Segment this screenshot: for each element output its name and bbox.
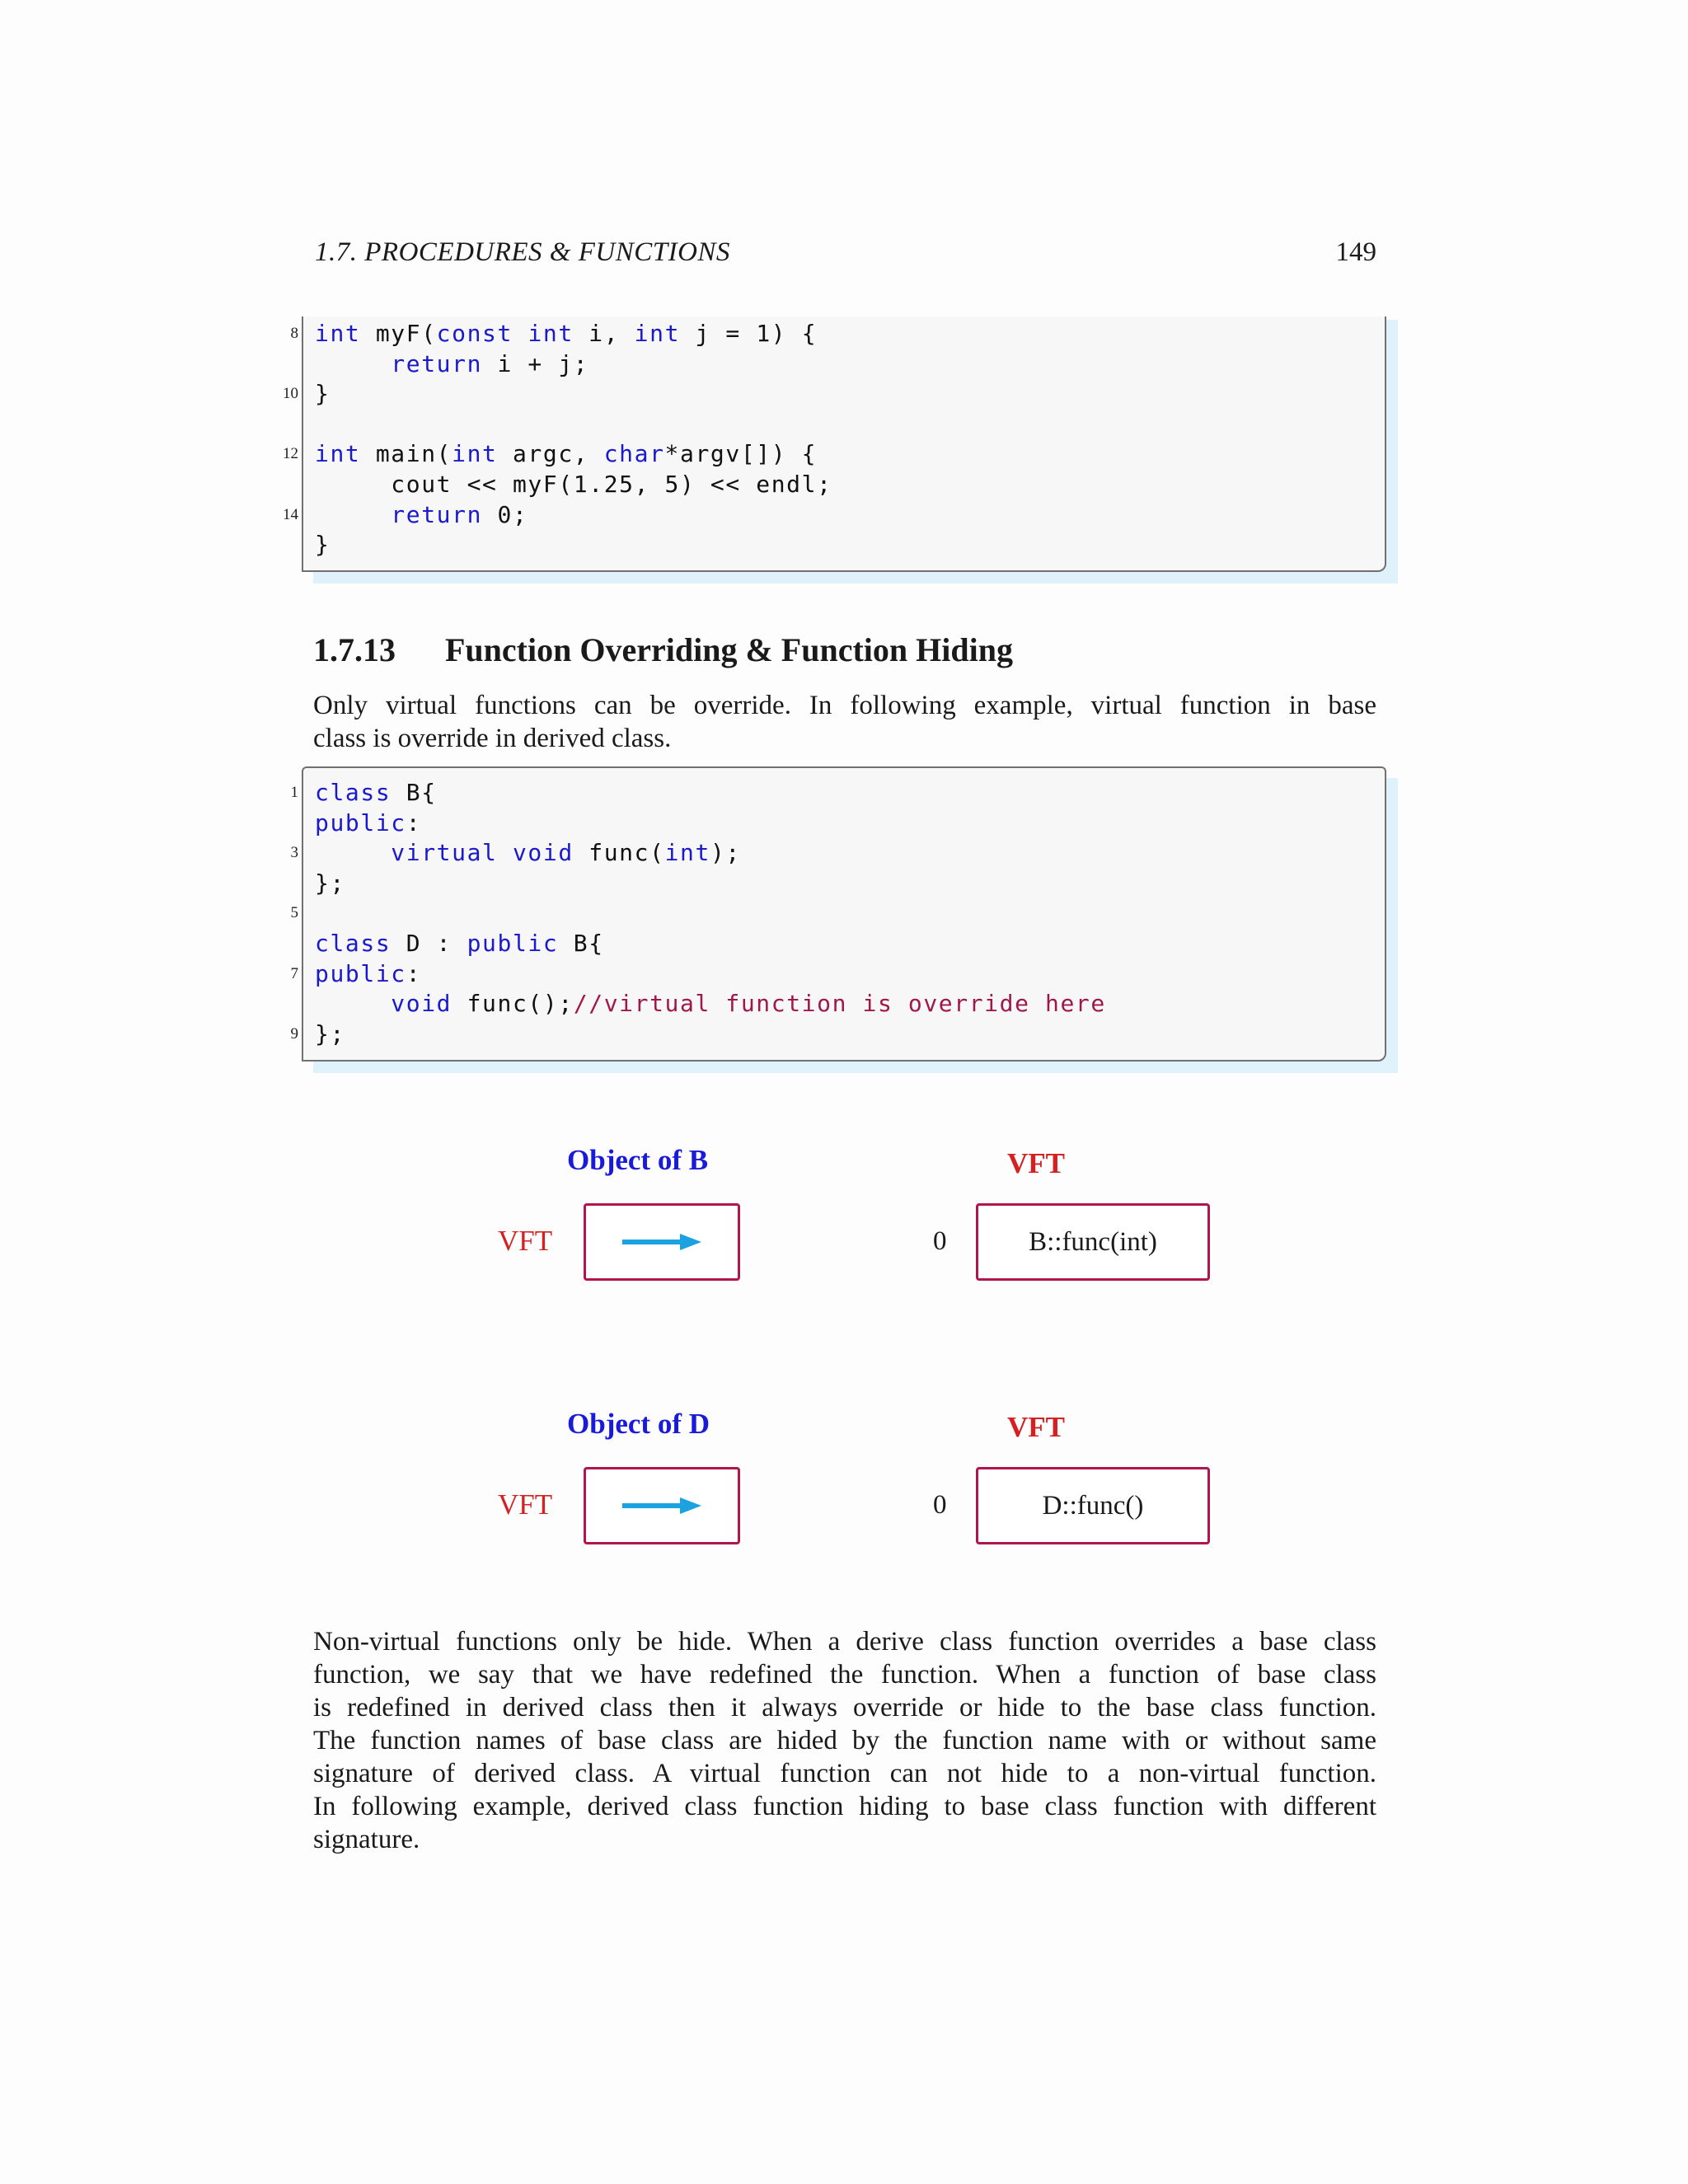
code-line — [315, 318, 817, 349]
code-line — [315, 928, 604, 958]
code-text: }; — [315, 869, 345, 897]
line-number — [265, 868, 298, 898]
object-d-title: Object of D — [567, 1408, 710, 1440]
code-text — [315, 839, 391, 866]
code-line — [315, 529, 330, 560]
line-number: 3 — [290, 844, 298, 862]
code-keyword: int — [315, 320, 361, 347]
code-line — [315, 837, 741, 868]
paragraph-line: signature. — [313, 1825, 420, 1854]
line-number — [265, 808, 298, 838]
page-number: 149 — [1335, 237, 1376, 267]
code-comment: //virtual function is override here — [573, 990, 1106, 1018]
code-keyword: return — [391, 500, 483, 528]
code-line — [315, 958, 421, 989]
paragraph-line: signature of derived class. A virtual function can not hide to a non-virtual function. — [313, 1759, 1376, 1788]
line-number: 7 — [290, 964, 298, 982]
code-text — [513, 320, 528, 347]
object-d-vft-table-title: VFT — [1007, 1411, 1065, 1443]
line-number — [265, 349, 298, 379]
object-d-vft-entry-box — [976, 1467, 1210, 1544]
line-number: 12 — [283, 445, 298, 463]
code-text: func(); — [452, 990, 574, 1018]
object-d-vft-entry: D::func() — [1042, 1490, 1144, 1521]
code-text: : — [406, 808, 422, 837]
code-text — [498, 839, 513, 866]
code-text: B{ — [558, 930, 604, 957]
code-text — [315, 501, 391, 528]
arrow-head — [680, 1497, 701, 1514]
paragraph-line: The function names of base class are hided by the function name with or without same — [313, 1726, 1376, 1755]
object-b-vptr-box — [584, 1203, 740, 1281]
object-b-title: Object of B — [567, 1144, 709, 1176]
code-line — [315, 808, 421, 838]
code-keyword: public — [467, 930, 559, 957]
code-keyword: return — [391, 349, 483, 377]
line-number: 14 — [283, 505, 298, 523]
code-line — [315, 988, 1106, 1019]
code-keyword: int — [315, 440, 361, 468]
section-title: Function Overriding & Function Hiding — [445, 631, 1013, 668]
code-line — [315, 777, 437, 808]
code-text: myF( — [360, 320, 437, 347]
code-text — [315, 990, 391, 1017]
code-line — [315, 378, 330, 409]
arrow-right-icon — [621, 1232, 703, 1252]
line-number — [265, 469, 298, 499]
intro-paragraph — [313, 689, 1376, 755]
code-keyword: int — [528, 320, 574, 347]
object-b-vft-entry-box — [976, 1203, 1210, 1281]
code-line — [315, 438, 817, 469]
line-number: 8 — [290, 325, 298, 342]
code-text: } — [315, 531, 331, 559]
code-keyword: virtual — [391, 839, 498, 867]
code-keyword: int — [664, 839, 710, 867]
line-number: 10 — [283, 385, 298, 403]
line-number — [265, 529, 298, 560]
code-text: func( — [573, 839, 665, 867]
code-line — [315, 469, 832, 499]
paragraph-line: Non-virtual functions only be hide. When a derive class function overrides a base class — [313, 1627, 1376, 1657]
object-b-vft-index: 0 — [933, 1226, 947, 1256]
line-number: 5 — [290, 904, 298, 922]
code-text — [315, 350, 391, 377]
code-text: }; — [315, 1019, 345, 1047]
code-line — [315, 1019, 345, 1049]
paragraph-line: function, we say that we have redefined the function. When a function of base class — [313, 1660, 1376, 1690]
paragraph-line: In following example, derived class function hiding to base class function with different — [313, 1792, 1376, 1821]
paragraph-line: class is override in derived class. — [313, 724, 672, 753]
line-number: 1 — [290, 784, 298, 801]
object-d-vft-index: 0 — [933, 1490, 947, 1520]
code-keyword: int — [634, 320, 681, 347]
object-b-vft-label: VFT — [498, 1225, 553, 1257]
code-keyword: char — [603, 440, 665, 468]
code-keyword: public — [315, 808, 406, 837]
code-text: : — [406, 959, 422, 987]
code-text: argc, — [497, 440, 604, 468]
arrow-right-icon — [621, 1496, 703, 1516]
code-keyword: void — [512, 839, 574, 867]
closing-paragraph — [313, 1625, 1376, 1856]
code-keyword: const — [436, 320, 513, 347]
code-keyword: class — [315, 930, 392, 957]
section-heading — [313, 630, 1013, 669]
code-text: j = 1) { — [680, 320, 818, 347]
line-number — [265, 409, 298, 439]
code-text: cout << myF(1.25, 5) << endl; — [315, 471, 832, 498]
code-text: } — [315, 380, 331, 408]
object-b-vft-entry: B::func(int) — [1029, 1226, 1157, 1257]
code-line — [315, 499, 528, 530]
line-number — [265, 928, 298, 958]
line-number: 9 — [290, 1024, 298, 1043]
running-title: 1.7. PROCEDURES & FUNCTIONS — [315, 237, 730, 267]
object-d-vft-label: VFT — [498, 1488, 553, 1521]
code-text: B{ — [391, 779, 437, 806]
object-d-vptr-box — [584, 1467, 740, 1544]
code-text: D : — [391, 930, 467, 957]
code-keyword: class — [315, 779, 392, 806]
code-text: *argv[]) { — [664, 440, 818, 468]
section-number: 1.7.13 — [313, 631, 396, 668]
code-text: 0; — [482, 500, 528, 528]
code-text: i, — [573, 320, 635, 347]
code-text: i + j; — [482, 349, 589, 377]
code-line — [315, 868, 345, 898]
code-text: main( — [360, 440, 452, 468]
code-keyword: void — [391, 990, 452, 1018]
code-keyword: int — [452, 440, 498, 468]
paragraph-line: Only virtual functions can be override. In following example, virtual function in base — [313, 691, 1376, 720]
line-number — [265, 988, 298, 1019]
code-text: ); — [710, 839, 741, 867]
code-line — [315, 349, 588, 379]
object-b-vft-table-title: VFT — [1007, 1147, 1065, 1179]
arrow-head — [680, 1234, 701, 1250]
code-keyword: public — [315, 959, 406, 987]
paragraph-line: is redefined in derived class then it always override or hide to the base class function. — [313, 1693, 1376, 1722]
